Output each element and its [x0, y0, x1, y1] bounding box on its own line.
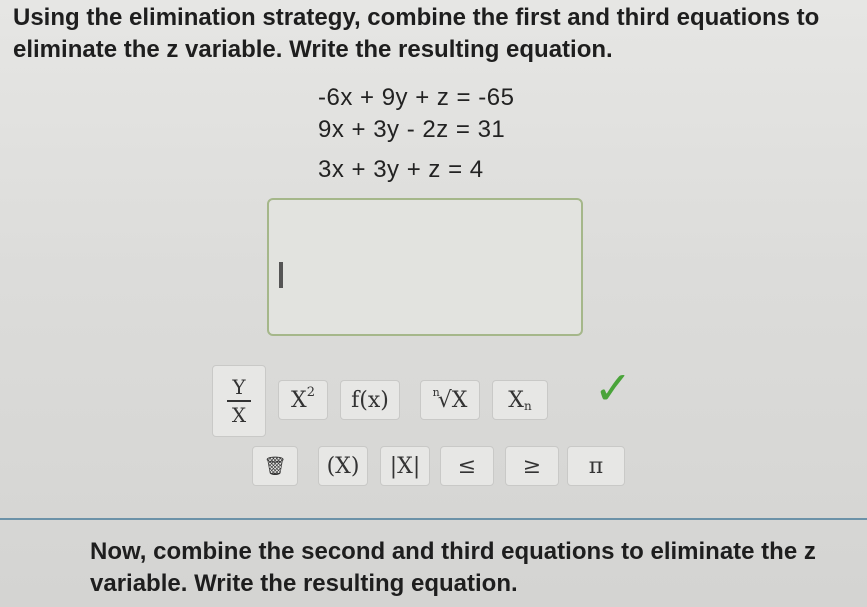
pi-button[interactable]: [567, 446, 625, 486]
greater-equal-button[interactable]: [505, 446, 559, 486]
section-divider: [0, 518, 867, 520]
equation-3: 3x + 3y + z = 4: [318, 156, 484, 183]
function-button[interactable]: [340, 380, 400, 420]
parentheses-button[interactable]: [318, 446, 368, 486]
parentheses-label: (X): [326, 453, 360, 479]
check-icon: ✓: [593, 361, 633, 415]
fraction-button[interactable]: [212, 365, 266, 437]
fraction-denominator: X: [231, 403, 247, 427]
root-index: n: [432, 385, 440, 399]
pi-label: π: [588, 453, 604, 479]
subscript-base: X: [508, 387, 524, 413]
subscript-index: n: [523, 399, 532, 413]
equation-2: 9x + 3y - 2z = 31: [318, 116, 506, 143]
less-equal-button[interactable]: [440, 446, 494, 486]
less-equal-label: ≤: [457, 453, 477, 479]
answer-input[interactable]: [267, 198, 583, 336]
root-radicand: √X: [437, 387, 468, 413]
exponent-button[interactable]: [278, 380, 328, 420]
clear-button[interactable]: [252, 446, 298, 486]
trash-icon: 🗑: [263, 455, 287, 477]
nth-root-button[interactable]: [420, 380, 480, 420]
fraction-bar: [227, 400, 251, 402]
text-cursor: [279, 262, 283, 288]
greater-equal-label: ≥: [522, 453, 542, 479]
equation-1: -6x + 9y + z = -65: [318, 84, 515, 111]
question-2-text: Now, combine the second and third equations to eliminate the z variable. Write the resulting equation.: [90, 538, 816, 597]
function-label: f(x): [351, 387, 389, 413]
fraction-numerator: Y: [232, 375, 246, 399]
exponent-base: X: [291, 387, 307, 413]
absolute-value-label: |X|: [389, 453, 421, 479]
question-1-text: Using the elimination strategy, combine the first and third equations to eliminate the z variable. Write the resulting equation.: [13, 4, 820, 63]
check-answer-button[interactable]: [585, 360, 641, 416]
subscript-button[interactable]: [492, 380, 548, 420]
exponent-power: 2: [306, 384, 315, 400]
absolute-value-button[interactable]: [380, 446, 430, 486]
